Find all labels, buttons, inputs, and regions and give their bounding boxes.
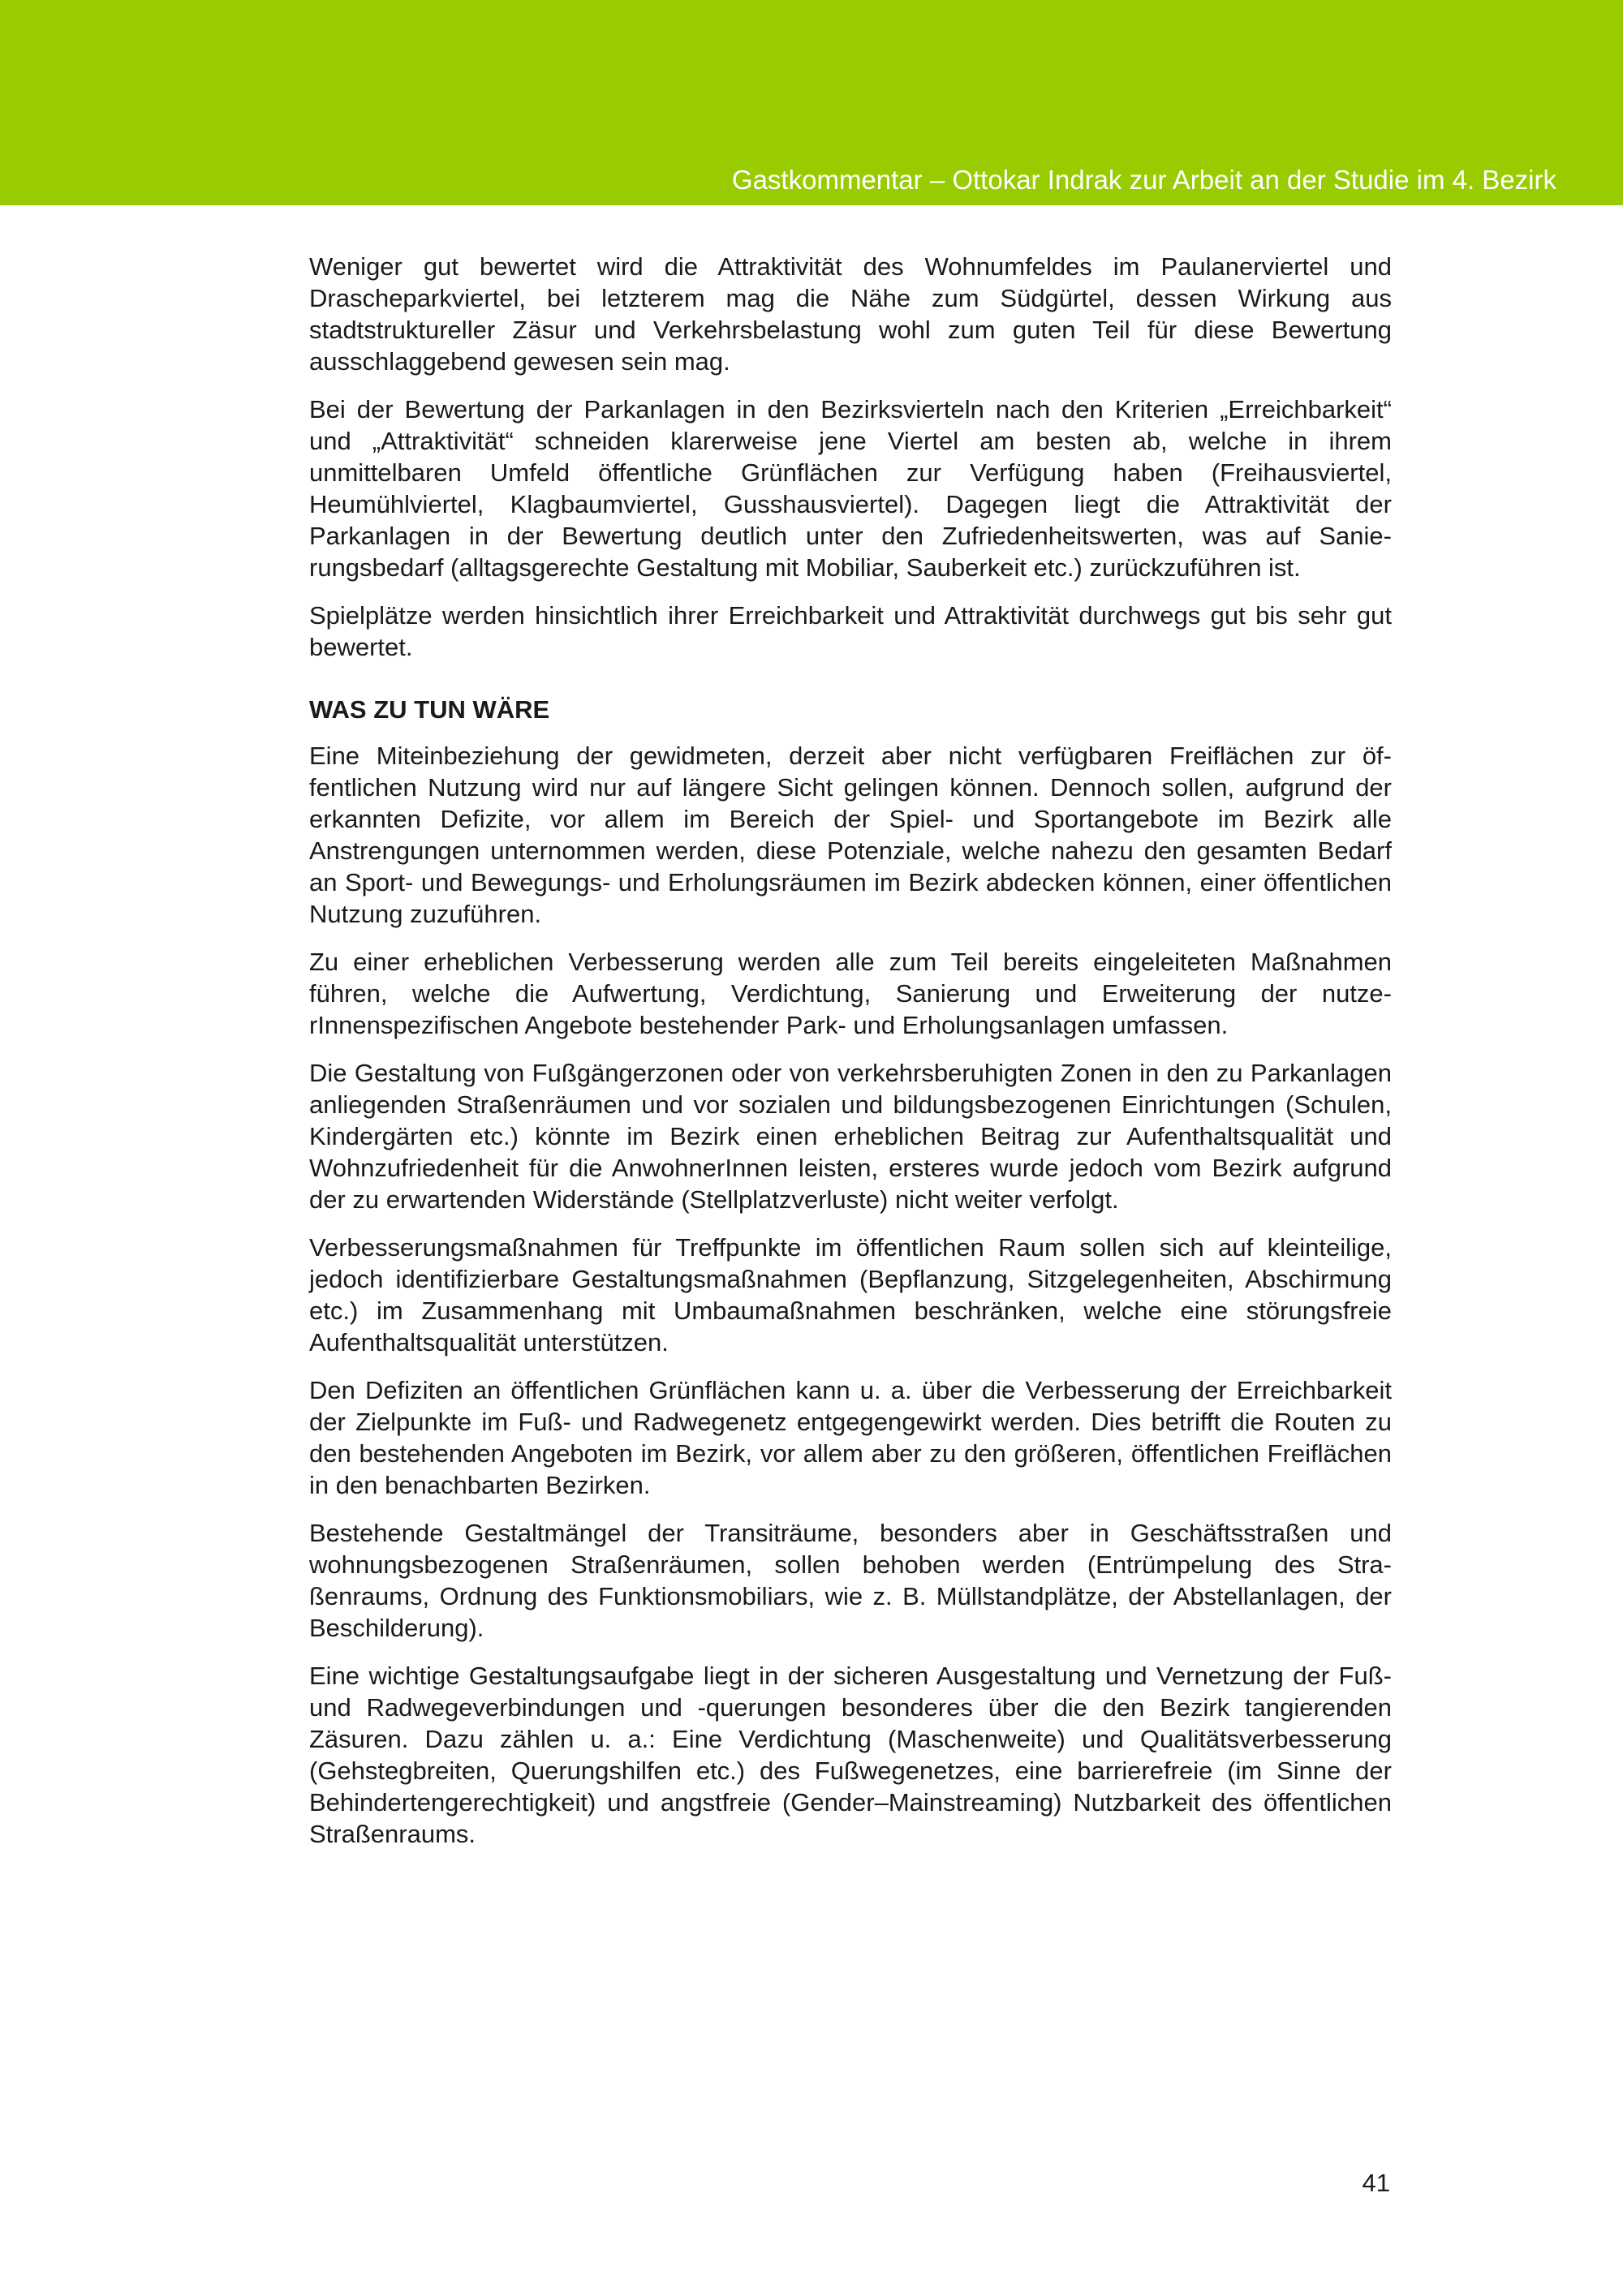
section-heading: WAS ZU TUN WÄRE [309, 695, 550, 724]
page-number: 41 [1362, 2169, 1390, 2197]
paragraph: Eine wichtige Gestaltungsaufgabe liegt in der sicheren Ausgestaltung und Vernetzung der Fuß- und Radwegeverbindungen und -querungen besonderes über die den Bezirk tangierenden Zäsuren. Dazu zählen u. a.: Eine Verdichtung (Maschenweite) und Qualitätsverbesserung (Gehstegbreiten, Querungshilfen etc.) des Fußwegenetzes, eine barrierefreie (im Sinne der Behindertengerechtigkeit) und angstfreie (Gender–Mainstreaming) Nutzbarkeit des öffentlichen Straßenraums. [309, 1662, 1392, 1848]
header-band [0, 0, 1623, 205]
paragraph: Verbesserungsmaßnahmen für Treffpunkte im öffentlichen Raum sollen sich auf kleinteilige, jedoch identifizierbare Gestaltungsmaßnahmen (Bepflanzung, Sitzgelegenheiten, Abschirmung etc.) im Zusammenhang mit Umbaumaßnahmen beschränken, welche eine störungsfreie Aufenthaltsqualität unterstützen. [309, 1233, 1392, 1357]
paragraph: Bestehende Gestaltmängel der Transiträume, besonders aber in Geschäftsstraßen und wohnungsbezogenen Straßenräumen, sollen behoben werden (Entrümpelung des Straßenraums, Ordnung des Funktionsmobiliars, wie z. B. Müllstandplätze, der Abstellanlagen, der Beschilderung). [309, 1519, 1392, 1642]
paragraph: Zu einer erheblichen Verbesserung werden alle zum Teil bereits eingeleiteten Maßnahmen führen, welche die Aufwertung, Verdichtung, Sanierung und Erweiterung der nutzerInnenspezifischen Angebote bestehender Park- und Erholungsanlagen umfassen. [309, 948, 1392, 1039]
paragraph: Die Gestaltung von Fußgängerzonen oder von verkehrsberuhigten Zonen in den zu Parkanlagen anliegenden Straßenräumen und vor sozialen und bildungsbezogenen Einrichtungen (Schulen, Kindergärten etc.) könnte im Bezirk einen erheblichen Beitrag zur Aufenthaltsqualität und Wohnzufriedenheit für die AnwohnerInnen leisten, ersteres wurde jedoch vom Bezirk aufgrund der zu erwartenden Widerstände (Stellplatzverluste) nicht weiter verfolgt. [309, 1059, 1392, 1214]
paragraph: Den Defiziten an öffentlichen Grünflächen kann u. a. über die Verbesserung der Erreichbarkeit der Zielpunkte im Fuß- und Radwegenetz entgegengewirkt werden. Dies betrifft die Routen zu den bestehenden Angeboten im Bezirk, vor allem aber zu den größeren, öffentlichen Freiflächen in den benachbarten Bezirken. [309, 1376, 1392, 1499]
running-header-title: Gastkommentar – Ottokar Indrak zur Arbeit an der Studie im 4. Bezirk [731, 165, 1556, 195]
paragraph: Eine Miteinbeziehung der gewidmeten, derzeit aber nicht verfügbaren Freiflächen zur öffentlichen Nutzung wird nur auf längere Sicht gelingen können. Dennoch sollen, aufgrund der erkannten Defizite, vor allem im Bereich der Spiel- und Sportangebote im Bezirk alle Anstrengungen unternommen werden, diese Potenziale, welche nahezu den gesamten Bedarf an Sport- und Bewegungs- und Erholungsräumen im Bezirk abdecken können, einer öffentlichen Nutzung zuzuführen. [309, 742, 1392, 928]
paragraph: Spielplätze werden hinsichtlich ihrer Erreichbarkeit und Attraktivität durchwegs gut bis sehr gut bewertet. [309, 601, 1392, 661]
paragraph: Bei der Bewertung der Parkanlagen in den Bezirksvierteln nach den Kriterien „Erreichbarkeit“ und „Attraktivität“ schneiden klarerweise jene Viertel am besten ab, welche in ihrem unmittelbaren Umfeld öffentliche Grünflächen zur Verfügung haben (Freihausviertel, Heumühlviertel, Klagbaumviertel, Gusshausviertel). Dagegen liegt die Attraktivität der Parkanlagen in der Bewertung deutlich unter den Zufriedenheitswerten, was auf Sanierungsbedarf (alltagsgerechte Gestaltung mit Mobiliar, Sauberkeit etc.) zurückzuführen ist. [309, 395, 1392, 582]
paragraph: Weniger gut bewertet wird die Attraktivität des Wohnumfeldes im Paulanerviertel und Drascheparkviertel, bei letzterem mag die Nähe zum Südgürtel, dessen Wirkung aus stadtstruktureller Zäsur und Verkehrsbelastung wohl zum guten Teil für diese Bewertung ausschlaggebend gewesen sein mag. [309, 252, 1392, 376]
page-content [309, 251, 1392, 1866]
